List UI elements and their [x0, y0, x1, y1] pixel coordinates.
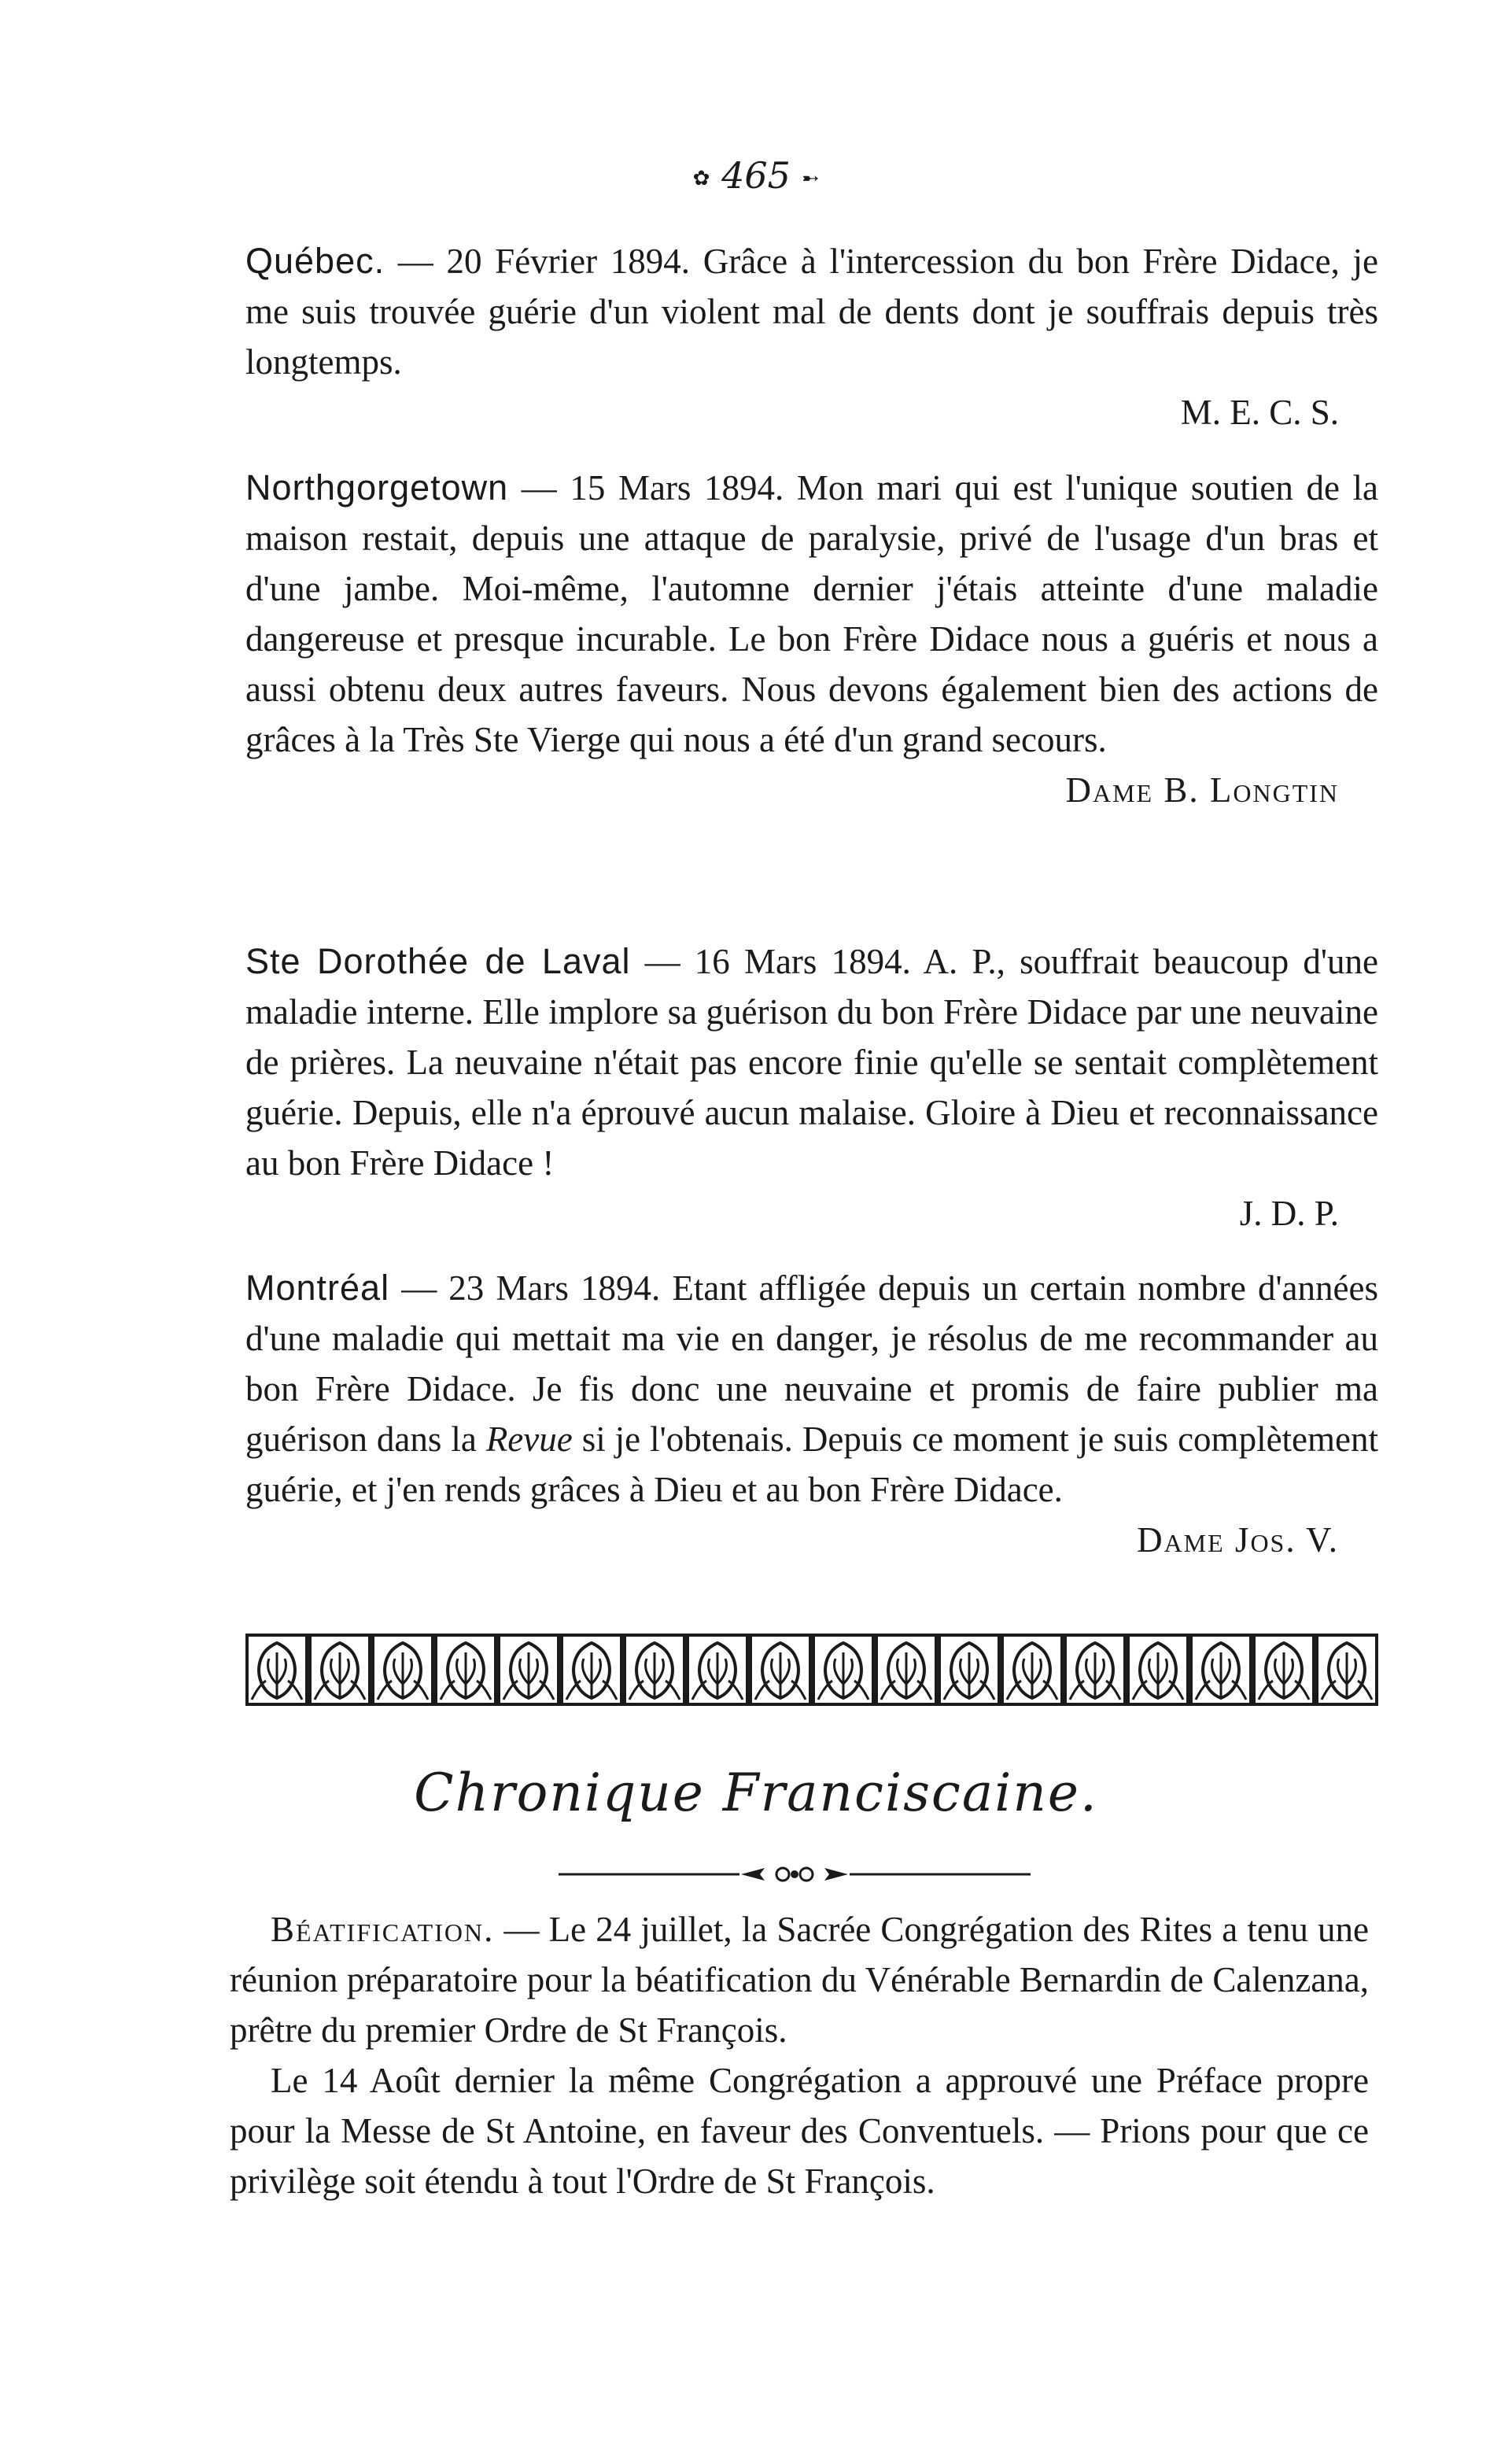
- arrow-rule-ornament-icon: [559, 1865, 1031, 1884]
- entry-signature: M. E. C. S.: [1180, 393, 1339, 432]
- entry-text: Ste Dorothée de Laval — 16 Mars 1894. A. P., souffrait beaucoup d'une maladie interne. Elle implore sa guérison du bon Frère Didace par une neuvaine de prières. La neuvaine n'était pas encore finie qu'elle se sentait complètement guérie. Depuis, elle n'a éprouvé aucun malaise. Gloire à Dieu et reconnaissance au bon Frère Didace !: [245, 941, 1378, 1183]
- folio-number: 465: [721, 154, 791, 197]
- entry-place: Québec.: [245, 241, 385, 281]
- chronicle-paragraph: Le 14 Août dernier la même Congrégation a approuvé une Préface propre pour la Messe de St Antoine, en faveur des Conventuels. — Prions pour que ce privilège soit étendu à tout l'Ordre de St François.: [230, 2061, 1369, 2201]
- testimonial-entry: [245, 236, 1378, 437]
- folio-ornament-right-icon: ➸: [802, 167, 820, 190]
- entry-place: Ste Dorothée de Laval: [245, 941, 631, 981]
- entry-text: Northgorgetown — 15 Mars 1894. Mon mari qui est l'unique soutien de la maison restait, depuis une attaque de paralysie, privé de l'usage d'un bras et d'une jambe. Moi-même, l'automne dernier j'étais atteinte d'une maladie dangereuse et presque incurable. Le bon Frère Didace nous a guéris et nous a aussi obtenu deux autres faveurs. Nous devons également bien des actions de grâces à la Très Ste Vierge qui nous a été d'un grand secours.: [245, 467, 1378, 759]
- chronicle-paragraph: Béatification. — Le 24 juillet, la Sacrée Congrégation des Rites a tenu une réunion préparatoire pour la béatification du Vénérable Bernardin de Calenzana, prêtre du premier Ordre de St François.: [230, 1910, 1369, 2050]
- testimonial-entry: [245, 936, 1378, 1239]
- entry-place: Montréal: [245, 1268, 390, 1308]
- folio-ornament-left-icon: ✿: [692, 167, 710, 190]
- testimonial-entry: [245, 1263, 1378, 1565]
- entry-signature: J. D. P.: [1239, 1194, 1339, 1233]
- testimonial-entry: [245, 463, 1378, 815]
- section-title: Chronique Franciscaine.: [414, 1763, 1098, 1823]
- palmette-frieze-ornament-icon: [245, 1629, 1378, 1715]
- entry-text: Québec. — 20 Février 1894. Grâce à l'intercession du bon Frère Didace, je me suis trouvée guérie d'un violent mal de dents dont je souffrais depuis très longtemps.: [245, 241, 1378, 382]
- revue-title: Revue: [485, 1419, 573, 1459]
- entry-signature: Dame B. Longtin: [1065, 770, 1339, 810]
- entry-signature: Dame Jos. V.: [1137, 1520, 1339, 1560]
- entry-place: Northgorgetown: [245, 467, 509, 508]
- page-number: [0, 154, 1512, 197]
- chronicle-body: [230, 1904, 1369, 2206]
- paragraph-lead: Béatification.: [271, 1910, 495, 1949]
- entry-text: Montréal — 23 Mars 1894. Etant affligée depuis un certain nombre d'années d'une maladie qui mettait ma vie en danger, je résolus de me recommander au bon Frère Didace. Je fis donc une neuvaine et promis de faire publier ma guérison dans la Revue si je l'obtenais. Depuis ce moment je suis complètement guérie, et j'en rends grâces à Dieu et au bon Frère Didace.: [245, 1268, 1378, 1509]
